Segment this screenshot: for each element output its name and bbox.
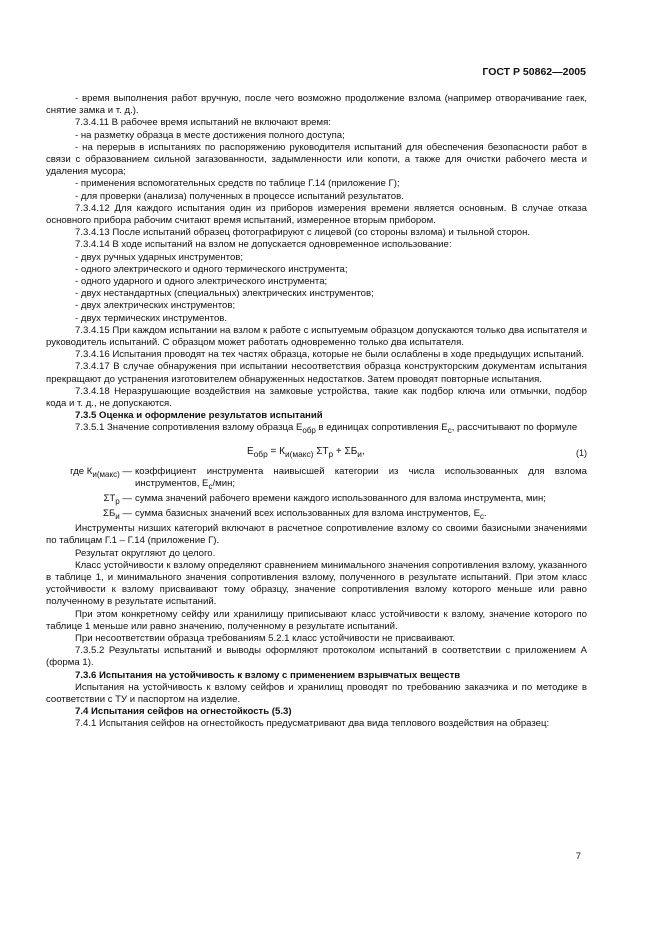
clause-7-3-5-2: 7.3.5.2 Результаты испытаний и выводы оформляют протоколом испытаний в соответствии с приложением А (форма 1). (46, 645, 587, 669)
document-code-header: ГОСТ Р 50862—2005 (482, 66, 586, 78)
clause-7-3-4-13: 7.3.4.13 После испытаний образец фотографируют с лицевой (со стороны взлома) и тыльной сторон. (75, 227, 531, 239)
clause-7-3-4-15: 7.3.4.15 При каждом испытании на взлом к работе с испытуемым образцом допускаются только два испытателя и руководитель испытаний. С образцом может работать одновременно только два испытателя. (46, 324, 587, 349)
list-item: - для проверки (анализа) полученных в процессе испытаний результатов. (75, 190, 404, 202)
list-item: - двух электрических инструментов; (75, 300, 236, 312)
section-heading-7-4: 7.4 Испытания сейфов на огнестойкость (5.3) (75, 706, 292, 718)
legend-definition: коэффициент инструмента наивысшей категории из числа использованных для взлома инструментов, $Е_с$/мин; (135, 465, 587, 491)
clause-7-3-4-16: 7.3.4.16 Испытания проводят на тех частях образца, которые не были ослаблены в ходе предыдущих испытаний. (75, 349, 584, 361)
page-number: 7 (575, 851, 581, 862)
section-heading-7-3-5: 7.3.5 Оценка и оформление результатов испытаний (75, 410, 323, 422)
paragraph: При несоответствии образца требованиям 5.2.1 класс устойчивости не присваивают. (75, 632, 455, 644)
list-item: - на разметку образца в месте достижения полного доступа; (75, 129, 345, 141)
list-item: - на перерыв в испытаниях по распоряжению руководителя испытаний для обеспечения безопасности работ в связи с образованием сильной загазованности, задымленности или копоти, а также для очистки рабочего места и удаления мусора; (46, 141, 587, 178)
clause-7-3-4-12: 7.3.4.12 Для каждого испытания один из приборов измерения времени является основным. В случае отказа основного прибора рабочим считают время испытаний, измеренное вторым прибором. (46, 202, 587, 227)
clause-7-3-4-18: 7.3.4.18 Неразрушающие воздействия на замковые устройства, такие как подбор ключа или отмычки, подбор кода и т. д., не допускаются. (46, 385, 587, 410)
list-item: - одного ударного и одного электрического инструмента; (75, 276, 328, 288)
paragraph: При этом конкретному сейфу или хранилищу приписывают класс устойчивости к взлому, значение которого по таблице 1 меньше или равно значению, полученному в результате испытаний. (46, 608, 587, 632)
legend-symbol: $\Sigma Б_и$ — (103, 508, 132, 521)
clause-7-3-4-17: 7.3.4.17 В случае обнаружения при испытании несоответствия образца конструкторским документам испытания прекращают до устранения изготовителем обнаруженных недостатков. Затем проводят повторные испытания. (46, 361, 587, 385)
list-item: - применения вспомогательных средств по таблице Г.14 (приложение Г); (75, 178, 400, 190)
formula-legend (46, 466, 587, 524)
page-content (46, 93, 587, 731)
list-item: - двух термических инструментов. (75, 312, 228, 324)
list-item: - двух ручных ударных инструментов; (75, 251, 244, 263)
clause-7-3-4-11: 7.3.4.11 В рабочее время испытаний не включают время: (75, 117, 331, 129)
clause-7-4-1: 7.4.1 Испытания сейфов на огнестойкость предусматривают два вида теплового воздействия на образец: (75, 718, 550, 730)
legend-definition: сумма значений рабочего времени каждого использованного для взлома инструмента, мин; (135, 492, 546, 504)
formula-1 (46, 438, 587, 466)
clause-7-3-4-14: 7.3.4.14 В ходе испытаний на взлом не допускается одновременное использование: (75, 239, 452, 251)
list-item: - одного электрического и одного термического инструмента; (75, 263, 348, 275)
clause-7-3-5-1: 7.3.5.1 Значение сопротивления взлому образца $Е_{обр}$ в единицах сопротивления $Е_с$, рассчитывают по формуле (75, 422, 578, 436)
paragraph: - время выполнения работ вручную, после чего возможно продолжение взлома (например отворачивание гаек, снятие замка и т. д.). (46, 93, 587, 117)
list-item: - двух нестандартных (специальных) электрических инструментов; (75, 288, 374, 300)
legend-symbol: $\Sigma Т_р$ — (103, 492, 132, 506)
formula-expression: $Е_{обр} = К_{и(макс)}$ $\Sigma Т_р + \Sigma Б_и$, (247, 445, 365, 459)
paragraph: Инструменты низших категорий включают в расчетное сопротивление взлому со своими базисными значениями по таблицам Г.1 – Г.14 (приложение Г). (46, 523, 587, 547)
paragraph: Испытания на устойчивость к взлому сейфов и хранилищ проводят по требованию заказчика и по методике в соответствии с ТУ и паспортом на изделие. (46, 681, 587, 705)
legend-symbol: где $К_{и(макс)}$ — (70, 465, 132, 479)
section-heading-7-3-6: 7.3.6 Испытания на устойчивость к взлому с применением взрывчатых веществ (75, 669, 461, 681)
paragraph: Класс устойчивости к взлому определяют сравнением минимального значения сопротивления взлому, указанного в таблице 1, и минимального значения сопротивления взлому, полученного в результате испытаний. При этом класс устойчивости к взлому присваивают тому образцу, значение сопротивления взлому которого меньше или равно полученному в результате испытаний. (46, 559, 587, 608)
formula-number: (1) (576, 447, 587, 458)
paragraph: Результат округляют до целого. (75, 547, 216, 559)
legend-definition: сумма базисных значений всех использованных для взлома инструментов, $Е_с$. (135, 508, 487, 521)
